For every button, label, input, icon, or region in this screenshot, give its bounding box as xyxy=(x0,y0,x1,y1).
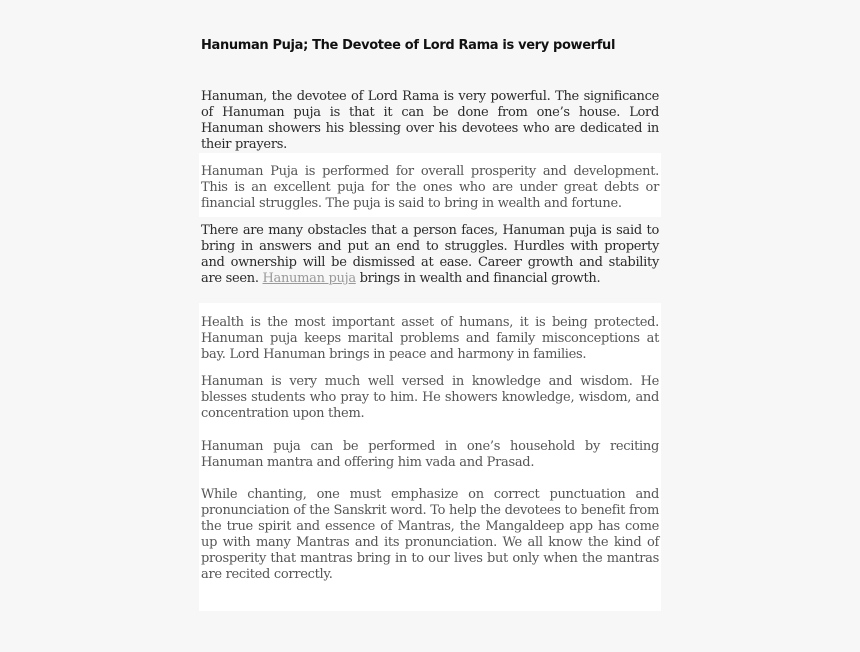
paragraph-obstacles-text-end: brings in wealth and financial growth. xyxy=(355,271,601,286)
paragraph-household: Hanuman puja can be performed in one’s household by reciting Hanuman mantra and offering him vada and Prasad. xyxy=(201,439,659,470)
paragraph-obstacles-text-start: There are many obstacles that a person faces, Hanuman puja is said to bring in answers and put an end to struggles. Hurdles with property and ownership will be dismissed at ease. Career growth and stability are seen. xyxy=(201,223,659,286)
paragraph-obstacles xyxy=(199,223,661,303)
paragraph-prosperity: Hanuman Puja is performed for overall prosperity and development. This is an excellent puja for the ones who are under great debts or financial struggles. The puja is said to bring in wealth and fortune. xyxy=(199,153,661,217)
document-title: Hanuman Puja; The Devotee of Lord Rama is very powerful xyxy=(201,38,616,53)
paragraph-knowledge: Hanuman is very much well versed in knowledge and wisdom. He blesses students who pray to him. He showers knowledge, wisdom, and concentration upon them. xyxy=(201,374,659,421)
paragraph-health: Health is the most important asset of humans, it is being protected. Hanuman puja keeps marital problems and family misconceptions at bay. Lord Hanuman brings in peace and harmony in families. xyxy=(201,315,659,362)
paragraph-group-lower xyxy=(199,303,661,611)
paragraph-chanting: While chanting, one must emphasize on correct punctuation and pronunciation of the Sanskrit word. To help the devotees to benefit from the true spirit and essence of Mantras, the Mangaldeep app has come up with many Mantras and its pronunciation. We all know the kind of prosperity that mantras bring in to our lives but only when the mantras are recited correctly. xyxy=(201,487,659,582)
paragraph-significance: Hanuman, the devotee of Lord Rama is very powerful. The significance of Hanuman puja is that it can be done from one’s house. Lord Hanuman showers his blessing over his devotees who are dedicated in their prayers. xyxy=(201,89,659,152)
hanuman-puja-link[interactable]: Hanuman puja xyxy=(262,271,356,286)
